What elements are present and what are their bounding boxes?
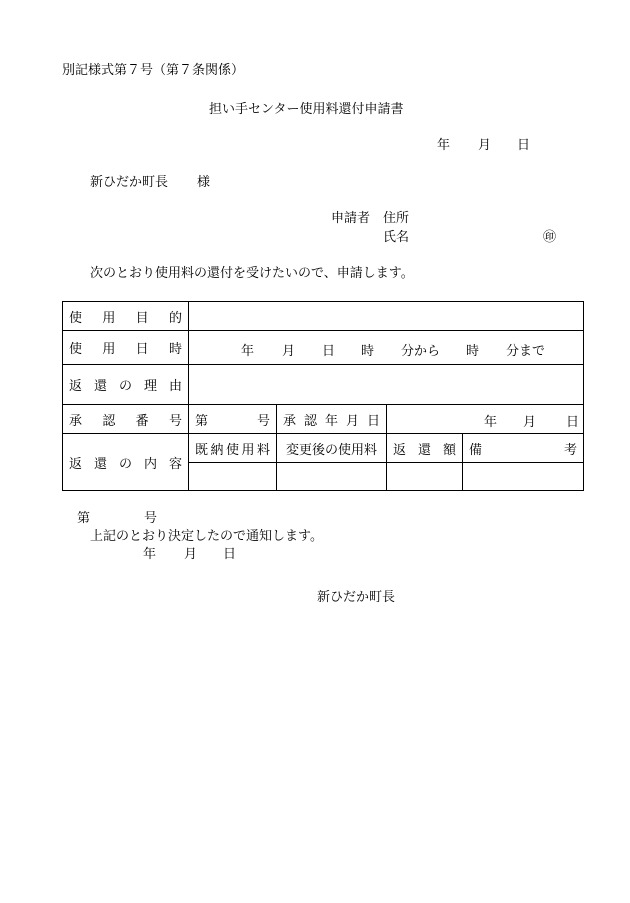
addressee-honorific: 様: [197, 175, 211, 190]
datetime-field[interactable]: 年 月 日 時 分から 時 分まで: [189, 331, 584, 365]
refund-amount-header: 返 還 額: [387, 434, 463, 463]
purpose-label: 使 用 目 的: [63, 302, 189, 331]
form-number: 別記様式第７号（第７条関係）: [62, 63, 245, 78]
notice-date-year: 年: [143, 547, 157, 562]
reason-field[interactable]: [189, 365, 584, 405]
refund-content-label: 返 還 の 内 容: [63, 434, 189, 491]
notice-text: 上記のとおり決定したので通知します。: [90, 529, 323, 544]
notice-date-day: 日: [223, 547, 237, 562]
paid-fee-field[interactable]: [189, 463, 277, 491]
refund-form-table: [62, 301, 584, 491]
row-datetime: [63, 331, 584, 365]
document-title: 担い手センター使用料還付申請書: [209, 102, 404, 117]
approval-date-label: 承 認 年 月 日: [277, 405, 387, 434]
seal-mark: ㊞: [543, 230, 557, 245]
notice-number-prefix: 第: [77, 511, 91, 526]
datetime-label: 使 用 日 時: [63, 331, 189, 365]
row-approval: [63, 405, 584, 434]
remarks-header: 備 考: [463, 434, 584, 463]
notice-date-month: 月: [184, 547, 198, 562]
approval-date-field[interactable]: 年 月 日: [387, 405, 584, 434]
intro-text: 次のとおり使用料の還付を受けたいので、申請します。: [90, 266, 414, 281]
date-year: 年: [437, 138, 451, 153]
date-month: 月: [478, 138, 492, 153]
name-label: 氏名: [383, 230, 410, 245]
remarks-field[interactable]: [463, 463, 584, 491]
row-refund-header: [63, 434, 584, 463]
addressee-name: 新ひだか町長: [90, 175, 169, 190]
notice-number-suffix: 号: [144, 511, 158, 526]
date-day: 日: [517, 138, 531, 153]
purpose-field[interactable]: [189, 302, 584, 331]
row-reason: [63, 365, 584, 405]
paid-fee-header: 既 納 使 用 料: [189, 434, 277, 463]
row-purpose: [63, 302, 584, 331]
changed-fee-header: 変更後の使用料: [277, 434, 387, 463]
applicant-label: 申請者: [331, 211, 371, 226]
reason-label: 返 還 の 理 由: [63, 365, 189, 405]
address-label: 住所: [383, 211, 410, 226]
approval-number-field[interactable]: 第 号: [189, 405, 277, 434]
approval-number-label: 承 認 番 号: [63, 405, 189, 434]
notice-signer: 新ひだか町長: [317, 590, 396, 605]
refund-amount-field[interactable]: [387, 463, 463, 491]
changed-fee-field[interactable]: [277, 463, 387, 491]
